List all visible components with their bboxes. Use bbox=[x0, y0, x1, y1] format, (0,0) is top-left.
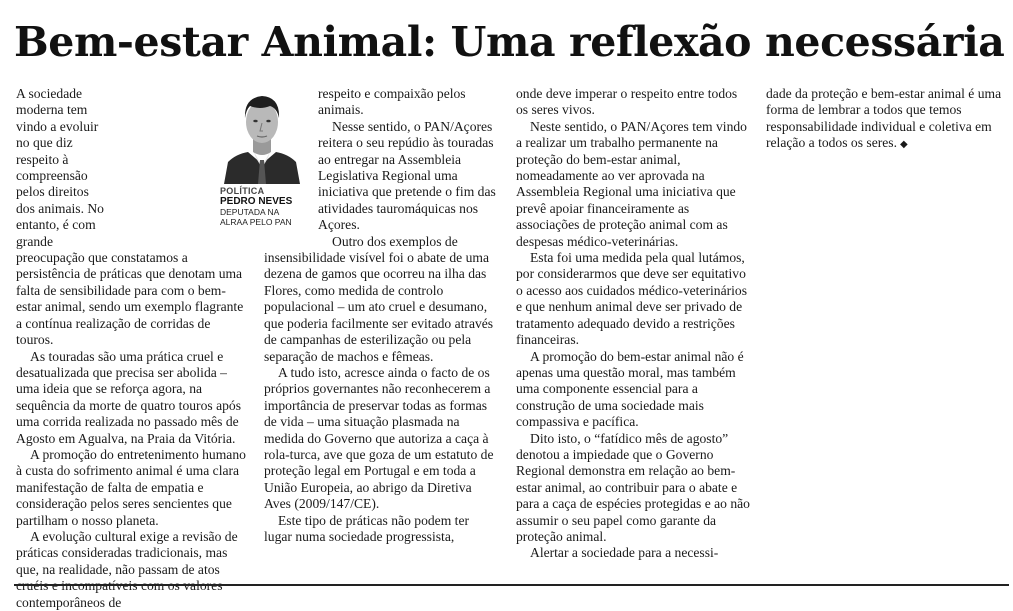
paragraph: A sociedade moderna tem vindo a evoluir no que diz respeito à compreensão pelos direitos dos animais. No entanto, é com grande preocupação que constatamos a persistência de práticas que denotam uma falta de sensibilidade para com o bem-estar animal, sendo um exemplo flagrante a contínua realização de corridas de touros. bbox=[16, 86, 244, 348]
paragraph: A evolução cultural exige a revisão de práticas consideradas tradicionais, mas que, na realidade, não passam de atos contemporâneos de bbox=[16, 528, 238, 610]
end-mark-icon: ◆ bbox=[899, 139, 908, 151]
author-box bbox=[220, 84, 310, 227]
paragraph bbox=[766, 86, 1004, 154]
paragraph: Neste sentido, o PAN/Açores tem vindo a realizar um trabalho permanente na proteção do bem-estar animal, nomeadamente ao ver aprovada na Assembleia Regional uma iniciativa que prevê apoiar financeiramente as associações de proteção animal com as despesas médico-veterinárias. bbox=[516, 118, 747, 249]
paragraph: Este tipo de práticas não podem ter lugar numa sociedade progressista, bbox=[264, 512, 470, 544]
paragraph: Outro dos exemplos de insensibilidade visível foi o abate de uma dezena de gamos que ocorreu na ilha das Flores, como medida de controlo populacional – um ato cruel e desumano, que poderia facilmente ser evitado através de campanhas de esterilização ou pela separação de machos e fêmeas. bbox=[264, 233, 494, 364]
paragraph-text: dade da proteção e bem-estar animal é uma forma de lembrar a todos que temos responsabilidade individual e coletiva em relação a todos os seres. bbox=[766, 86, 1002, 151]
headline: Bem-estar Animal: Uma reflexão necessária bbox=[14, 18, 1005, 66]
bottom-divider bbox=[14, 584, 1009, 586]
article-column-1 bbox=[16, 86, 248, 611]
author-name: PEDRO NEVES bbox=[220, 196, 293, 207]
paragraph: A promoção do entretenimento humano à custa do sofrimento animal é uma clara manifestação de falta de empatia e consideração pelos seres sencientes que partilham o nosso planeta. bbox=[16, 446, 246, 528]
article-column-3 bbox=[516, 86, 752, 562]
paragraph: Nesse sentido, o PAN/Açores reitera o seu repúdio às touradas ao entregar na Assembleia Legislativa Regional uma iniciativa que pretende o fim das atividades tauromáquicas nos Açores. bbox=[318, 118, 496, 233]
paragraph: Dito isto, o “fatídico mês de agosto” denotou a impiedade que o Governo Regional demonstra em relação ao bem-estar animal, ao contribuir para o abate e para a caça de espécies protegidas e ao não assumir o seu papel como garante da proteção animal. bbox=[516, 430, 750, 544]
author-section-label: POLÍTICA bbox=[220, 186, 265, 196]
paragraph: A promoção do bem-estar animal não é apenas uma questão moral, mas também uma componente essencial para a construção de uma sociedade mais compassiva e pacífica. bbox=[516, 348, 744, 430]
paragraph: Esta foi uma medida pela qual lutámos, por considerarmos que deve ser equitativo o acesso aos cuidados médico-veterinários e que nenhum animal deve ser privado de tratamento adequado devido a restrições financeiras. bbox=[516, 250, 748, 348]
paragraph: onde deve imperar o respeito entre todos os seres vivos. bbox=[516, 86, 738, 118]
paragraph: Alertar a sociedade para a necessi- bbox=[530, 545, 719, 561]
paragraph: A tudo isto, acresce ainda o facto de os próprios governantes não reconhecerem a importância de preservar todas as formas de vida – uma situação plasmada na medida do Governo que autoriza a caça à rola-turca, ave que goza de um estatuto de proteção legal em Portugal e em toda a União Europeia, ao abrigo da Diretiva Aves (2009/147/CE). bbox=[264, 364, 494, 512]
author-portrait bbox=[222, 84, 302, 184]
paragraph: respeito e compaixão pelos animais. bbox=[318, 86, 466, 118]
author-description: DEPUTADA NA ALRAA PELO PAN bbox=[220, 207, 292, 227]
article-column-4 bbox=[766, 86, 1004, 154]
paragraph: As touradas são uma prática cruel e desatualizada que precisa ser abolida – uma ideia que se reforça agora, na sequência da morte de quatro touros após uma corrida realizada no passado mês de Agosto em Agualva, na Praia da Vitória. bbox=[16, 348, 241, 446]
